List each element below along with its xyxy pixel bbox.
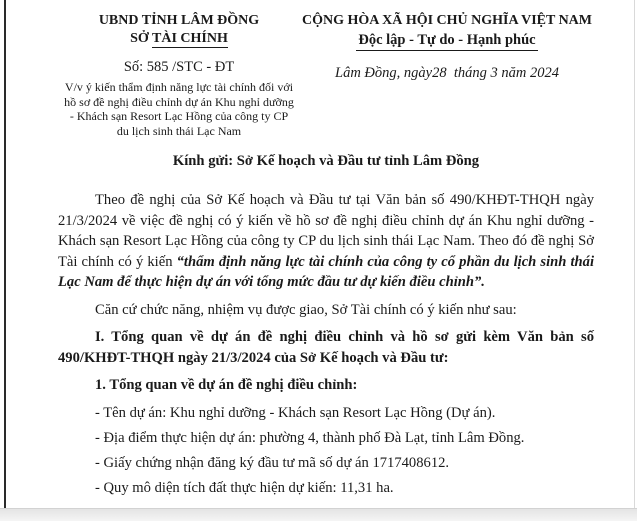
bullet-project-name: - Tên dự án: Khu nghỉ dưỡng - Khách sạn Resort Lạc Hồng (Dự án). [95,404,496,421]
document-subject: V/v ý kiến thẩm định năng lực tài chính đối với hồ sơ đề nghị điều chỉnh dự án Khu nghỉ dưỡng - Khách sạn Resort Lạc Hồng của công ty CP du lịch sinh thái Lạc Nam [64,80,294,138]
national-motto-text: Độc lập - Tự do - Hạnh phúc [356,31,537,51]
national-motto [300,31,594,51]
parent-org-name: UBND TỈNH LÂM ĐỒNG [98,13,260,28]
recipient-line: Kính gửi: Sở Kế hoạch và Đầu tư tỉnh Lâm Đồng [172,153,480,170]
document-body [58,190,594,498]
place-and-date: Lâm Đồng, ngày28 tháng 3 năm 2024 [335,65,559,81]
national-title: CỘNG HÒA XÃ HỘI CHỦ NGHĨA VIỆT NAM [301,13,592,28]
page-gap-strip [0,508,637,521]
document-header [58,12,594,138]
subsection-1-heading: 1. Tổng quan về dự án đề nghị điều chỉnh: [95,377,358,394]
bullet-land-area: - Quy mô diện tích đất thực hiện dự kiến: 11,31 ha. [95,479,394,496]
issuing-org-name [58,30,300,47]
bullet-investment-certificate: - Giấy chứng nhận đăng ký đầu tư mã số dự án 1717408612. [95,454,450,471]
paragraph-intro-quote: “thẩm định năng lực tài chính của công ty cổ phần du lịch sinh thái Lạc Nam để thực hiện dự án với tổng mức đầu tư dự kiến điều chỉnh”. [58,253,595,291]
paragraph-intro-normal: Theo đề nghị của Sở Kế hoạch và Đầu tư tại Văn bản số 490/KHĐT-THQH ngày 21/3/2024 về việc đề nghị có ý kiến về hồ sơ đề nghị điều chỉnh dự án Khu nghỉ dưỡng - Khách sạn Resort Lạc Hồng của công ty CP du lịch sinh thái Lạc Nam. Theo đó đề nghị Sở Tài chính có ý kiến [58,192,594,270]
paragraph-intro [58,190,594,293]
issuing-agency-block [58,12,300,138]
section-1-heading: I. Tổng quan về dự án đề nghị điều chỉnh và hồ sơ gửi kèm Văn bản số 490/KHĐT-THQH ngày 21/3/2024 của Sở Kế hoạch và Đầu tư: [58,329,594,366]
document-page [6,0,634,508]
document-number: Số: 585 /STC - ĐT [123,59,235,75]
paragraph-basis: Căn cứ chức năng, nhiệm vụ được giao, Sở Tài chính có ý kiến như sau: [95,301,517,318]
national-header-block [300,12,594,82]
bullet-project-location: - Địa điểm thực hiện dự án: phường 4, thành phố Đà Lạt, tỉnh Lâm Đồng. [95,429,525,446]
scan-right-edge-line [634,0,635,508]
issuing-org-name-prefix: SỞ [130,31,153,46]
issuing-org-name-underlined: TÀI CHÍNH [152,31,228,46]
